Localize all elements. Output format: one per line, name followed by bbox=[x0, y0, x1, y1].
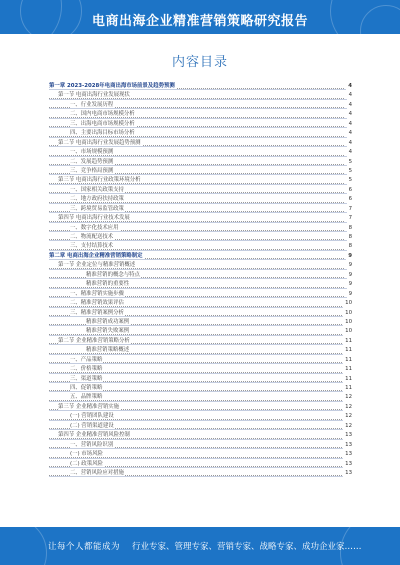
toc-entry-rule bbox=[49, 363, 352, 364]
toc-entry-rule bbox=[49, 193, 352, 194]
toc-entry-rule bbox=[49, 231, 352, 232]
toc-leader-dots bbox=[49, 400, 344, 401]
toc-entry[interactable] bbox=[49, 233, 352, 242]
toc-entry-text: 四、主要出海目标市场分析 bbox=[70, 130, 135, 137]
toc-entry-text: 第三节 电商出海行业政策环境分析 bbox=[58, 177, 141, 184]
toc-page-number: 10 bbox=[343, 318, 352, 327]
toc-entry-text: 五、品牌策略 bbox=[70, 394, 103, 401]
toc-entry-rule bbox=[49, 391, 352, 392]
toc-entry[interactable] bbox=[49, 167, 352, 176]
toc-entry-text: 二、营销风险应对措施 bbox=[70, 469, 124, 476]
toc-entry-rule bbox=[49, 174, 352, 175]
toc-entry[interactable] bbox=[49, 393, 352, 402]
toc-page-number: 11 bbox=[343, 365, 352, 374]
toc-entry-rule bbox=[49, 288, 352, 289]
toc-entry[interactable] bbox=[49, 195, 352, 204]
toc-entry[interactable] bbox=[49, 148, 352, 157]
toc-entry[interactable] bbox=[49, 242, 352, 251]
toc-page-number: 9 bbox=[347, 271, 352, 280]
toc-page-number: 13 bbox=[343, 450, 352, 459]
toc-entry[interactable] bbox=[49, 375, 352, 384]
toc-page-number: 6 bbox=[347, 186, 352, 195]
toc-entry-rule bbox=[49, 222, 352, 223]
toc-page-number: 11 bbox=[343, 337, 352, 346]
toc-page-number: 5 bbox=[347, 167, 352, 176]
toc-entry-text: 二、价格策略 bbox=[70, 366, 103, 373]
toc-entry-text: (二) 营销渠道建设 bbox=[70, 422, 114, 429]
toc-entry-text: 二、地方政府扶持政策 bbox=[70, 196, 124, 203]
toc-entry-rule bbox=[49, 99, 352, 100]
toc-entry-rule bbox=[49, 307, 352, 308]
toc-entry-text: 三、支付结算技术 bbox=[70, 243, 114, 250]
toc-entry[interactable] bbox=[49, 82, 352, 91]
toc-page-number: 13 bbox=[343, 441, 352, 450]
toc-entry[interactable] bbox=[49, 327, 352, 336]
toc-page-number: 13 bbox=[343, 431, 352, 440]
toc-entry-rule bbox=[49, 316, 352, 317]
toc-entry-text: 第一章 2023-2028年电商出海市场前景及趋势预测 bbox=[49, 83, 175, 89]
toc-entry-text: 三、精准营销案例分析 bbox=[70, 309, 124, 316]
toc-entry-rule bbox=[49, 269, 352, 270]
toc-entry-text: 一、数字化技术应用 bbox=[70, 224, 119, 231]
toc-page-number: 9 bbox=[347, 261, 352, 270]
toc-page-number: 6 bbox=[347, 195, 352, 204]
toc-leader-dots bbox=[49, 249, 344, 250]
toc-entry-rule bbox=[49, 203, 352, 204]
toc-page-number: 5 bbox=[347, 158, 352, 167]
toc-entry-text: 一、精准营销实施步骤 bbox=[70, 290, 124, 297]
toc-page-number: 10 bbox=[343, 327, 352, 336]
toc-page-number: 12 bbox=[343, 403, 352, 412]
toc-entry[interactable] bbox=[49, 186, 352, 195]
toc-page-number: 12 bbox=[343, 412, 352, 421]
toc-entry[interactable] bbox=[49, 441, 352, 450]
toc-entry-rule bbox=[49, 127, 352, 128]
toc-page-number: 8 bbox=[347, 242, 352, 251]
toc-entry-rule bbox=[49, 429, 352, 430]
toc-page-number: 4 bbox=[347, 120, 352, 129]
toc-entry[interactable] bbox=[49, 299, 352, 308]
toc-entry[interactable] bbox=[49, 252, 352, 261]
toc-page-number: 9 bbox=[347, 290, 352, 299]
toc-page-number: 4 bbox=[347, 129, 352, 138]
toc-page-number: 7 bbox=[347, 205, 352, 214]
toc-page-number: 11 bbox=[343, 384, 352, 393]
toc-entry-text: (一) 市场风险 bbox=[70, 451, 103, 458]
toc-entry[interactable] bbox=[49, 205, 352, 214]
table-of-contents bbox=[49, 82, 352, 478]
toc-entry-rule bbox=[49, 344, 352, 345]
toc-entry-text: 二、发展趋势预测 bbox=[70, 158, 114, 165]
toc-entry-rule bbox=[49, 476, 352, 477]
toc-entry[interactable] bbox=[49, 356, 352, 365]
toc-page-number: 12 bbox=[343, 393, 352, 402]
toc-entry[interactable] bbox=[49, 337, 352, 346]
toc-page-number: 11 bbox=[343, 375, 352, 384]
page-footer bbox=[0, 527, 400, 565]
toc-entry-text: 一、市场规模预测 bbox=[70, 149, 114, 156]
toc-heading: 内容目录 bbox=[171, 55, 228, 70]
toc-entry-text: 一、产品策略 bbox=[70, 356, 103, 363]
toc-entry-rule bbox=[49, 118, 352, 119]
toc-entry-rule bbox=[49, 156, 352, 157]
toc-entry[interactable] bbox=[49, 91, 352, 100]
toc-entry[interactable] bbox=[49, 214, 352, 223]
toc-entry[interactable] bbox=[49, 384, 352, 393]
toc-entry[interactable] bbox=[49, 309, 352, 318]
toc-entry-text: 第四节 电商出海行业技术发展 bbox=[58, 215, 130, 222]
toc-entry[interactable] bbox=[49, 176, 352, 185]
toc-entry-rule bbox=[49, 146, 352, 147]
toc-entry-rule bbox=[49, 467, 352, 468]
toc-entry-text: 三、渠道策略 bbox=[70, 375, 103, 382]
footer-slogan-lead: 让每个人都能成为 bbox=[48, 542, 121, 552]
toc-page-number: 4 bbox=[347, 148, 352, 157]
toc-entry-rule bbox=[49, 240, 352, 241]
toc-entry-text: (一) 营销团队建设 bbox=[70, 413, 114, 420]
toc-entry-text: 一、营销风险识别 bbox=[70, 441, 114, 448]
toc-entry[interactable] bbox=[49, 101, 352, 110]
toc-entry[interactable] bbox=[49, 110, 352, 119]
toc-entry-text: 二、物流配送技术 bbox=[70, 234, 114, 240]
toc-entry[interactable] bbox=[49, 412, 352, 421]
toc-entry-text: 四、促销策略 bbox=[70, 385, 103, 391]
toc-entry-rule bbox=[49, 325, 352, 326]
toc-page-number: 4 bbox=[346, 82, 352, 91]
toc-entry-text: (二) 政策风险 bbox=[70, 460, 103, 467]
toc-entry-rule bbox=[49, 89, 352, 90]
toc-entry[interactable] bbox=[49, 261, 352, 270]
report-title: 电商出海企业精准营销策略研究报告 bbox=[91, 14, 308, 29]
toc-entry[interactable] bbox=[49, 280, 352, 289]
toc-entry-text: 精准营销的重要性 bbox=[86, 281, 130, 288]
toc-entry-rule bbox=[49, 212, 352, 213]
toc-entry-rule bbox=[49, 250, 352, 251]
toc-entry[interactable] bbox=[49, 450, 352, 459]
toc-entry-rule bbox=[49, 137, 352, 138]
toc-entry-rule bbox=[49, 420, 352, 421]
page-header bbox=[0, 0, 400, 34]
toc-entry[interactable] bbox=[49, 158, 352, 167]
toc-page-number: 4 bbox=[347, 110, 352, 119]
toc-entry-text: 三、竞争格局预测 bbox=[70, 167, 114, 174]
toc-page-number: 11 bbox=[343, 356, 352, 365]
toc-entry[interactable] bbox=[49, 129, 352, 138]
toc-entry-rule bbox=[49, 165, 352, 166]
toc-entry-text: 第三节 企业精准营销实施 bbox=[58, 403, 120, 410]
toc-entry[interactable] bbox=[49, 120, 352, 129]
toc-entry[interactable] bbox=[49, 318, 352, 327]
toc-entry[interactable] bbox=[49, 422, 352, 431]
toc-entry-rule bbox=[49, 373, 352, 374]
toc-entry-rule bbox=[49, 410, 352, 411]
toc-entry-rule bbox=[49, 259, 352, 260]
toc-page-number: 13 bbox=[343, 460, 352, 469]
toc-entry-text: 第一节 企业定位与精准营销概述 bbox=[58, 262, 136, 269]
toc-entry-text: 精准营销失败案例 bbox=[86, 328, 130, 335]
toc-entry-rule bbox=[49, 184, 352, 185]
toc-page-number: 8 bbox=[347, 233, 352, 242]
toc-entry-text: 二、国内电商市场规模分析 bbox=[70, 111, 135, 118]
toc-entry[interactable] bbox=[49, 460, 352, 469]
toc-entry[interactable] bbox=[49, 139, 352, 148]
toc-entry[interactable] bbox=[49, 346, 352, 355]
toc-entry-text: 三、出海电商市场规模分析 bbox=[70, 120, 135, 127]
toc-entry-text: 第二节 企业精准营销策略分析 bbox=[58, 337, 130, 344]
toc-entry-rule bbox=[49, 297, 352, 298]
toc-leader-dots bbox=[49, 98, 344, 99]
toc-entry-text: 三、跨境贸易监管政策 bbox=[70, 205, 124, 212]
toc-entry-rule bbox=[49, 439, 352, 440]
toc-entry-text: 第二章 电商出海企业精准营销策略制定 bbox=[49, 252, 143, 259]
toc-entry[interactable] bbox=[49, 271, 352, 280]
toc-entry-text: 第二节 电商出海行业发展趋势预测 bbox=[58, 139, 141, 146]
toc-page-number: 10 bbox=[343, 299, 352, 308]
footer-decor-circle bbox=[0, 527, 47, 565]
toc-entry-rule bbox=[49, 354, 352, 355]
toc-page-number: 4 bbox=[347, 101, 352, 110]
toc-page-number: 13 bbox=[343, 469, 352, 478]
footer-slogan bbox=[48, 540, 362, 552]
toc-entry-text: 精准营销策略概述 bbox=[86, 347, 130, 354]
toc-entry-text: 一、国家相关政策支持 bbox=[70, 186, 124, 193]
toc-entry-rule bbox=[49, 382, 352, 383]
toc-entry-text: 二、精准营销效果评估 bbox=[70, 300, 124, 307]
toc-entry-text: 精准营销的概念与特点 bbox=[86, 271, 140, 278]
toc-entry[interactable] bbox=[49, 224, 352, 233]
toc-page-number: 11 bbox=[343, 346, 352, 355]
toc-page-number: 4 bbox=[347, 139, 352, 148]
toc-entry-text: 第四节 企业精准营销风险控制 bbox=[58, 432, 130, 439]
toc-page-number: 9 bbox=[346, 252, 352, 261]
toc-entry-text: 一、行业发展历程 bbox=[70, 101, 114, 108]
toc-entry-rule bbox=[49, 108, 352, 109]
toc-page-number: 5 bbox=[347, 176, 352, 185]
toc-page-number: 9 bbox=[347, 280, 352, 289]
toc-entry-text: 第一节 电商出海行业发展现状 bbox=[58, 92, 130, 99]
toc-entry[interactable] bbox=[49, 365, 352, 374]
toc-page-number: 10 bbox=[343, 309, 352, 318]
toc-entry[interactable] bbox=[49, 469, 352, 478]
footer-slogan-roles: 行业专家、管理专家、营销专家、战略专家、成功企业家…… bbox=[132, 542, 362, 552]
toc-page-number: 4 bbox=[347, 91, 352, 100]
toc-entry-rule bbox=[49, 448, 352, 449]
toc-entry-rule bbox=[49, 335, 352, 336]
toc-entry[interactable] bbox=[49, 403, 352, 412]
toc-page-number: 7 bbox=[347, 214, 352, 223]
toc-entry[interactable] bbox=[49, 431, 352, 440]
toc-entry-rule bbox=[49, 458, 352, 459]
toc-entry-rule bbox=[49, 401, 352, 402]
toc-page-number: 8 bbox=[347, 224, 352, 233]
toc-entry-text: 精准营销成功案例 bbox=[86, 318, 130, 325]
toc-entry[interactable] bbox=[49, 290, 352, 299]
toc-entry-rule bbox=[49, 278, 352, 279]
toc-page-number: 12 bbox=[343, 422, 352, 431]
